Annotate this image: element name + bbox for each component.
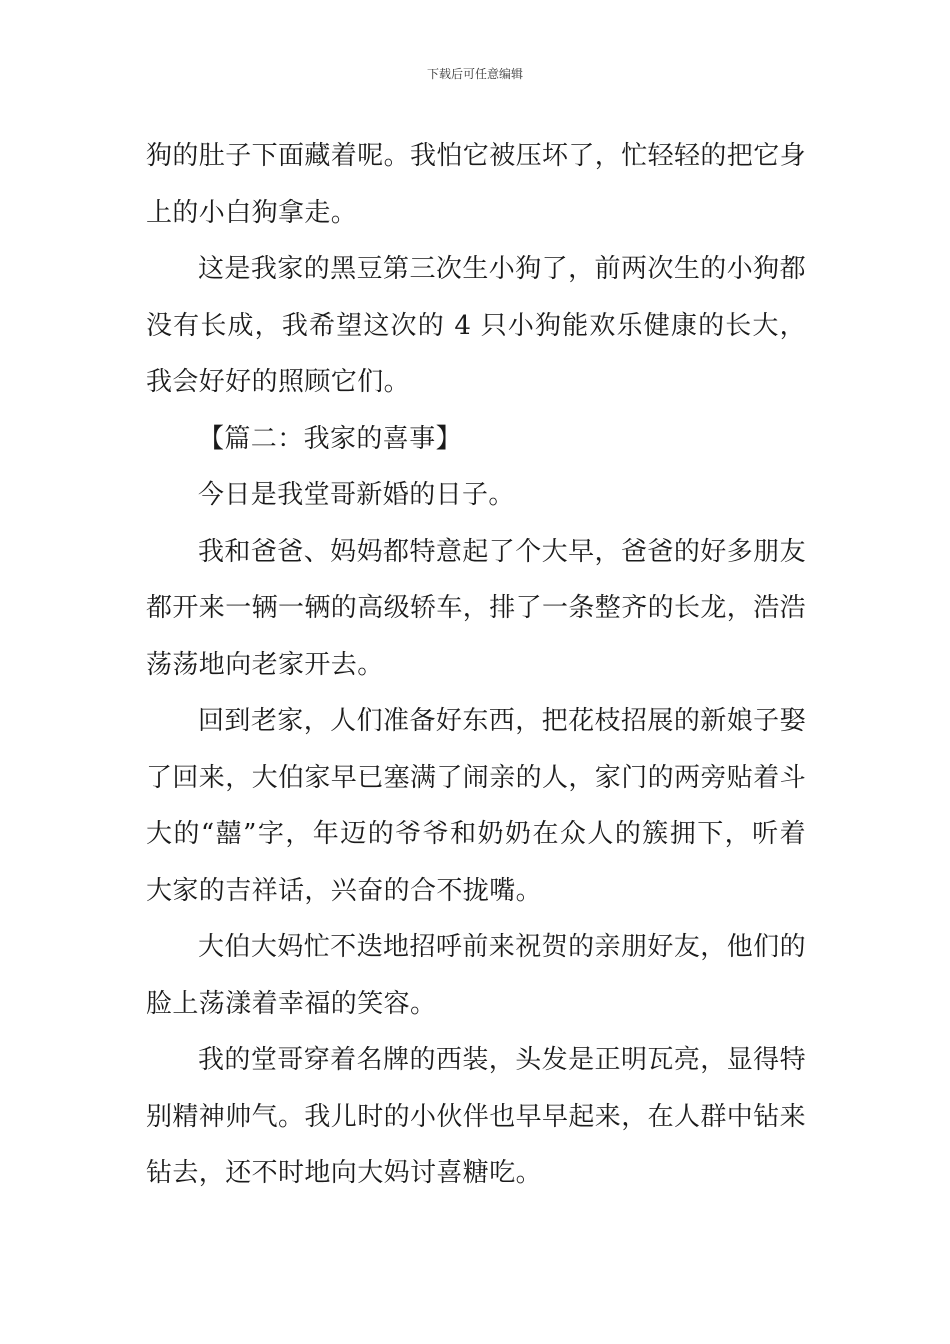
paragraph: 今日是我堂哥新婚的日子。 [198,480,515,510]
paragraph: 我和爸爸、妈妈都特意起了个大早，爸爸的好多朋友都开来一辆一辆的高级轿车，排了一条整齐的长龙，浩浩荡荡地向老家开去。 [146,536,807,680]
paragraph: 狗的肚子下面藏着呢。我怕它被压坏了，忙轻轻的把它身上的小白狗拿走。 [146,141,807,228]
section-heading: 【篇二：我家的喜事】 [198,423,463,454]
paragraph: 这是我家的黑豆第三次生小狗了，前两次生的小狗都没有长成，我希望这次的 4 只小狗能欢乐健康的长大，我会好好的照顾它们。 [146,254,806,397]
document-body [146,128,806,1202]
paragraph: 大伯大妈忙不迭地招呼前来祝贺的亲朋好友，他们的脸上荡漾着幸福的笑容。 [146,932,806,1019]
paragraph: 回到老家，人们准备好东西，把花枝招展的新娘子娶了回来，大伯家早已塞满了闹亲的人，家门的两旁贴着斗大的“囍”字，年迈的爷爷和奶奶在众人的簇拥下，听着大家的吉祥话，兴奋的合不拢嘴。 [146,706,807,906]
paragraph: 我的堂哥穿着名牌的西装，头发是正明瓦亮，显得特别精神帅气。我儿时的小伙伴也早早起来，在人群中钻来钻去，还不时地向大妈讨喜糖吃。 [146,1045,807,1188]
page-header: 下载后可任意编辑 [426,67,523,81]
